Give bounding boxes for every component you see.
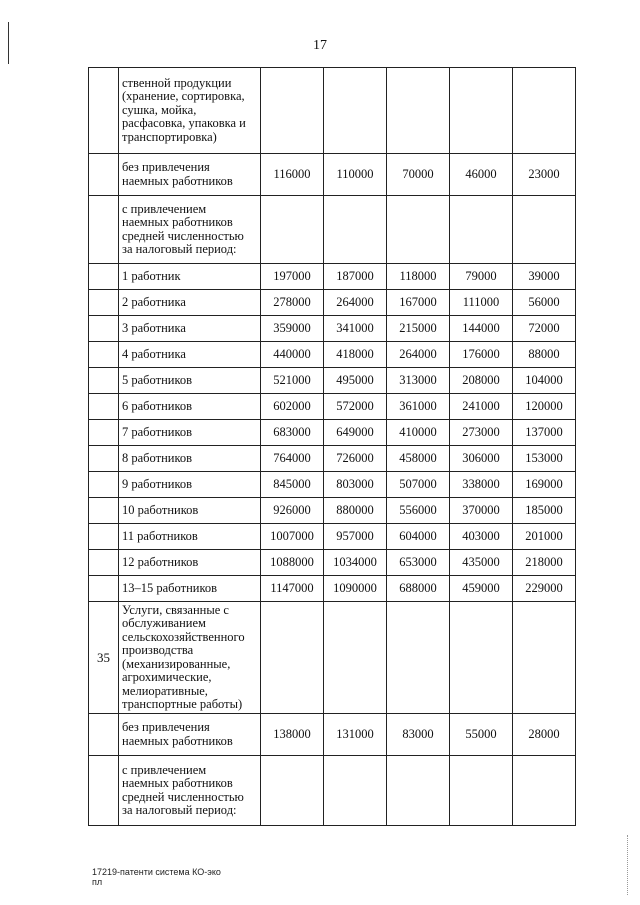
value-cell bbox=[450, 756, 513, 826]
row-number-cell bbox=[89, 394, 119, 420]
value-cell: 176000 bbox=[450, 342, 513, 368]
row-label-cell: 12 работников bbox=[119, 550, 261, 576]
value-cell: 556000 bbox=[387, 498, 450, 524]
value-cell: 185000 bbox=[513, 498, 576, 524]
table-row bbox=[89, 420, 576, 446]
value-cell: 137000 bbox=[513, 420, 576, 446]
page-number: 17 bbox=[313, 38, 327, 53]
value-cell bbox=[324, 602, 387, 714]
value-cell: 440000 bbox=[261, 342, 324, 368]
value-cell: 1088000 bbox=[261, 550, 324, 576]
table-row bbox=[89, 472, 576, 498]
table-row bbox=[89, 550, 576, 576]
value-cell bbox=[324, 196, 387, 264]
row-label-cell: с привлечением наемных работников средней численностью за налоговый период: bbox=[119, 196, 261, 264]
value-cell bbox=[450, 68, 513, 154]
footer bbox=[92, 867, 221, 887]
row-number-cell bbox=[89, 264, 119, 290]
row-label-cell: 1 работник bbox=[119, 264, 261, 290]
row-label-cell: 8 работников bbox=[119, 446, 261, 472]
value-cell: 410000 bbox=[387, 420, 450, 446]
value-cell bbox=[387, 756, 450, 826]
value-cell: 138000 bbox=[261, 714, 324, 756]
value-cell: 28000 bbox=[513, 714, 576, 756]
value-cell: 104000 bbox=[513, 368, 576, 394]
value-cell: 56000 bbox=[513, 290, 576, 316]
table-row bbox=[89, 714, 576, 756]
value-cell: 1090000 bbox=[324, 576, 387, 602]
value-cell bbox=[261, 68, 324, 154]
value-cell: 241000 bbox=[450, 394, 513, 420]
table-row bbox=[89, 68, 576, 154]
table-row bbox=[89, 196, 576, 264]
value-cell bbox=[261, 602, 324, 714]
value-cell: 435000 bbox=[450, 550, 513, 576]
value-cell: 70000 bbox=[387, 154, 450, 196]
value-cell: 144000 bbox=[450, 316, 513, 342]
value-cell: 83000 bbox=[387, 714, 450, 756]
row-label-cell: 9 работников bbox=[119, 472, 261, 498]
value-cell: 201000 bbox=[513, 524, 576, 550]
row-label-cell: 10 работников bbox=[119, 498, 261, 524]
value-cell: 764000 bbox=[261, 446, 324, 472]
row-label-cell: без привлечения наемных работников bbox=[119, 714, 261, 756]
value-cell: 120000 bbox=[513, 394, 576, 420]
value-cell: 39000 bbox=[513, 264, 576, 290]
value-cell bbox=[387, 196, 450, 264]
row-number-cell: 35 bbox=[89, 602, 119, 714]
value-cell bbox=[387, 602, 450, 714]
value-cell: 459000 bbox=[450, 576, 513, 602]
footer-line-2: пл bbox=[92, 877, 103, 887]
value-cell: 683000 bbox=[261, 420, 324, 446]
row-label-cell: 13–15 работников bbox=[119, 576, 261, 602]
row-label-cell: 3 работника bbox=[119, 316, 261, 342]
row-number-cell bbox=[89, 576, 119, 602]
value-cell: 507000 bbox=[387, 472, 450, 498]
row-label-cell: 2 работника bbox=[119, 290, 261, 316]
table-row bbox=[89, 368, 576, 394]
value-cell: 572000 bbox=[324, 394, 387, 420]
value-cell: 649000 bbox=[324, 420, 387, 446]
value-cell: 264000 bbox=[324, 290, 387, 316]
table-row bbox=[89, 498, 576, 524]
row-number-cell bbox=[89, 368, 119, 394]
value-cell: 803000 bbox=[324, 472, 387, 498]
value-cell: 926000 bbox=[261, 498, 324, 524]
value-cell: 495000 bbox=[324, 368, 387, 394]
value-cell: 55000 bbox=[450, 714, 513, 756]
row-number-cell bbox=[89, 68, 119, 154]
row-label-cell: ственной продукции (хранение, сортировка, сушка, мойка, расфасовка, упаковка и транспортировка) bbox=[119, 68, 261, 154]
value-cell: 88000 bbox=[513, 342, 576, 368]
value-cell bbox=[324, 68, 387, 154]
value-cell: 726000 bbox=[324, 446, 387, 472]
value-cell: 23000 bbox=[513, 154, 576, 196]
row-number-cell bbox=[89, 498, 119, 524]
value-cell: 167000 bbox=[387, 290, 450, 316]
row-number-cell bbox=[89, 714, 119, 756]
row-number-cell bbox=[89, 420, 119, 446]
row-label-cell: 11 работников bbox=[119, 524, 261, 550]
value-cell bbox=[513, 602, 576, 714]
value-cell bbox=[513, 196, 576, 264]
value-cell: 403000 bbox=[450, 524, 513, 550]
table-row bbox=[89, 264, 576, 290]
value-cell: 458000 bbox=[387, 446, 450, 472]
table-row bbox=[89, 316, 576, 342]
table-row bbox=[89, 602, 576, 714]
value-cell: 604000 bbox=[387, 524, 450, 550]
value-cell: 197000 bbox=[261, 264, 324, 290]
tax-rate-table bbox=[88, 67, 576, 826]
value-cell: 653000 bbox=[387, 550, 450, 576]
value-cell: 229000 bbox=[513, 576, 576, 602]
footer-line-1: 17219-патенти система КО-эко bbox=[92, 867, 221, 877]
value-cell: 79000 bbox=[450, 264, 513, 290]
value-cell: 273000 bbox=[450, 420, 513, 446]
row-label-cell: 5 работников bbox=[119, 368, 261, 394]
row-number-cell bbox=[89, 446, 119, 472]
row-label-cell: с привлечением наемных работников средней численностью за налоговый период: bbox=[119, 756, 261, 826]
value-cell bbox=[387, 68, 450, 154]
value-cell: 845000 bbox=[261, 472, 324, 498]
value-cell: 361000 bbox=[387, 394, 450, 420]
value-cell: 688000 bbox=[387, 576, 450, 602]
value-cell: 111000 bbox=[450, 290, 513, 316]
table-row bbox=[89, 342, 576, 368]
value-cell bbox=[513, 756, 576, 826]
table-row bbox=[89, 576, 576, 602]
value-cell: 1007000 bbox=[261, 524, 324, 550]
row-number-cell bbox=[89, 154, 119, 196]
value-cell bbox=[261, 756, 324, 826]
row-number-cell bbox=[89, 756, 119, 826]
value-cell: 215000 bbox=[387, 316, 450, 342]
value-cell: 169000 bbox=[513, 472, 576, 498]
row-label-cell: 6 работников bbox=[119, 394, 261, 420]
table-row bbox=[89, 154, 576, 196]
value-cell: 1034000 bbox=[324, 550, 387, 576]
value-cell: 1147000 bbox=[261, 576, 324, 602]
value-cell: 957000 bbox=[324, 524, 387, 550]
value-cell: 370000 bbox=[450, 498, 513, 524]
value-cell: 521000 bbox=[261, 368, 324, 394]
value-cell bbox=[513, 68, 576, 154]
value-cell: 46000 bbox=[450, 154, 513, 196]
row-number-cell bbox=[89, 342, 119, 368]
table-row bbox=[89, 446, 576, 472]
value-cell: 359000 bbox=[261, 316, 324, 342]
table-row bbox=[89, 524, 576, 550]
value-cell: 153000 bbox=[513, 446, 576, 472]
table-row bbox=[89, 756, 576, 826]
row-label-cell: без привлечения наемных работников bbox=[119, 154, 261, 196]
value-cell: 418000 bbox=[324, 342, 387, 368]
value-cell: 338000 bbox=[450, 472, 513, 498]
value-cell bbox=[324, 756, 387, 826]
row-label-cell: Услуги, связанные с обслуживанием сельскохозяйственного производства (механизированные, агрохимические, мелиоративные, транспортные работы) bbox=[119, 602, 261, 714]
value-cell: 602000 bbox=[261, 394, 324, 420]
value-cell bbox=[450, 196, 513, 264]
value-cell bbox=[261, 196, 324, 264]
row-number-cell bbox=[89, 290, 119, 316]
row-number-cell bbox=[89, 472, 119, 498]
value-cell: 341000 bbox=[324, 316, 387, 342]
value-cell bbox=[450, 602, 513, 714]
value-cell: 116000 bbox=[261, 154, 324, 196]
row-number-cell bbox=[89, 524, 119, 550]
value-cell: 306000 bbox=[450, 446, 513, 472]
value-cell: 72000 bbox=[513, 316, 576, 342]
row-number-cell bbox=[89, 316, 119, 342]
row-label-cell: 4 работника bbox=[119, 342, 261, 368]
value-cell: 278000 bbox=[261, 290, 324, 316]
row-number-cell bbox=[89, 196, 119, 264]
value-cell: 313000 bbox=[387, 368, 450, 394]
value-cell: 131000 bbox=[324, 714, 387, 756]
row-number-cell bbox=[89, 550, 119, 576]
value-cell: 118000 bbox=[387, 264, 450, 290]
table-row bbox=[89, 290, 576, 316]
row-label-cell: 7 работников bbox=[119, 420, 261, 446]
value-cell: 264000 bbox=[387, 342, 450, 368]
value-cell: 208000 bbox=[450, 368, 513, 394]
value-cell: 187000 bbox=[324, 264, 387, 290]
scan-edge-marks bbox=[627, 835, 629, 895]
table-body bbox=[89, 68, 576, 826]
table-row bbox=[89, 394, 576, 420]
value-cell: 218000 bbox=[513, 550, 576, 576]
value-cell: 110000 bbox=[324, 154, 387, 196]
value-cell: 880000 bbox=[324, 498, 387, 524]
